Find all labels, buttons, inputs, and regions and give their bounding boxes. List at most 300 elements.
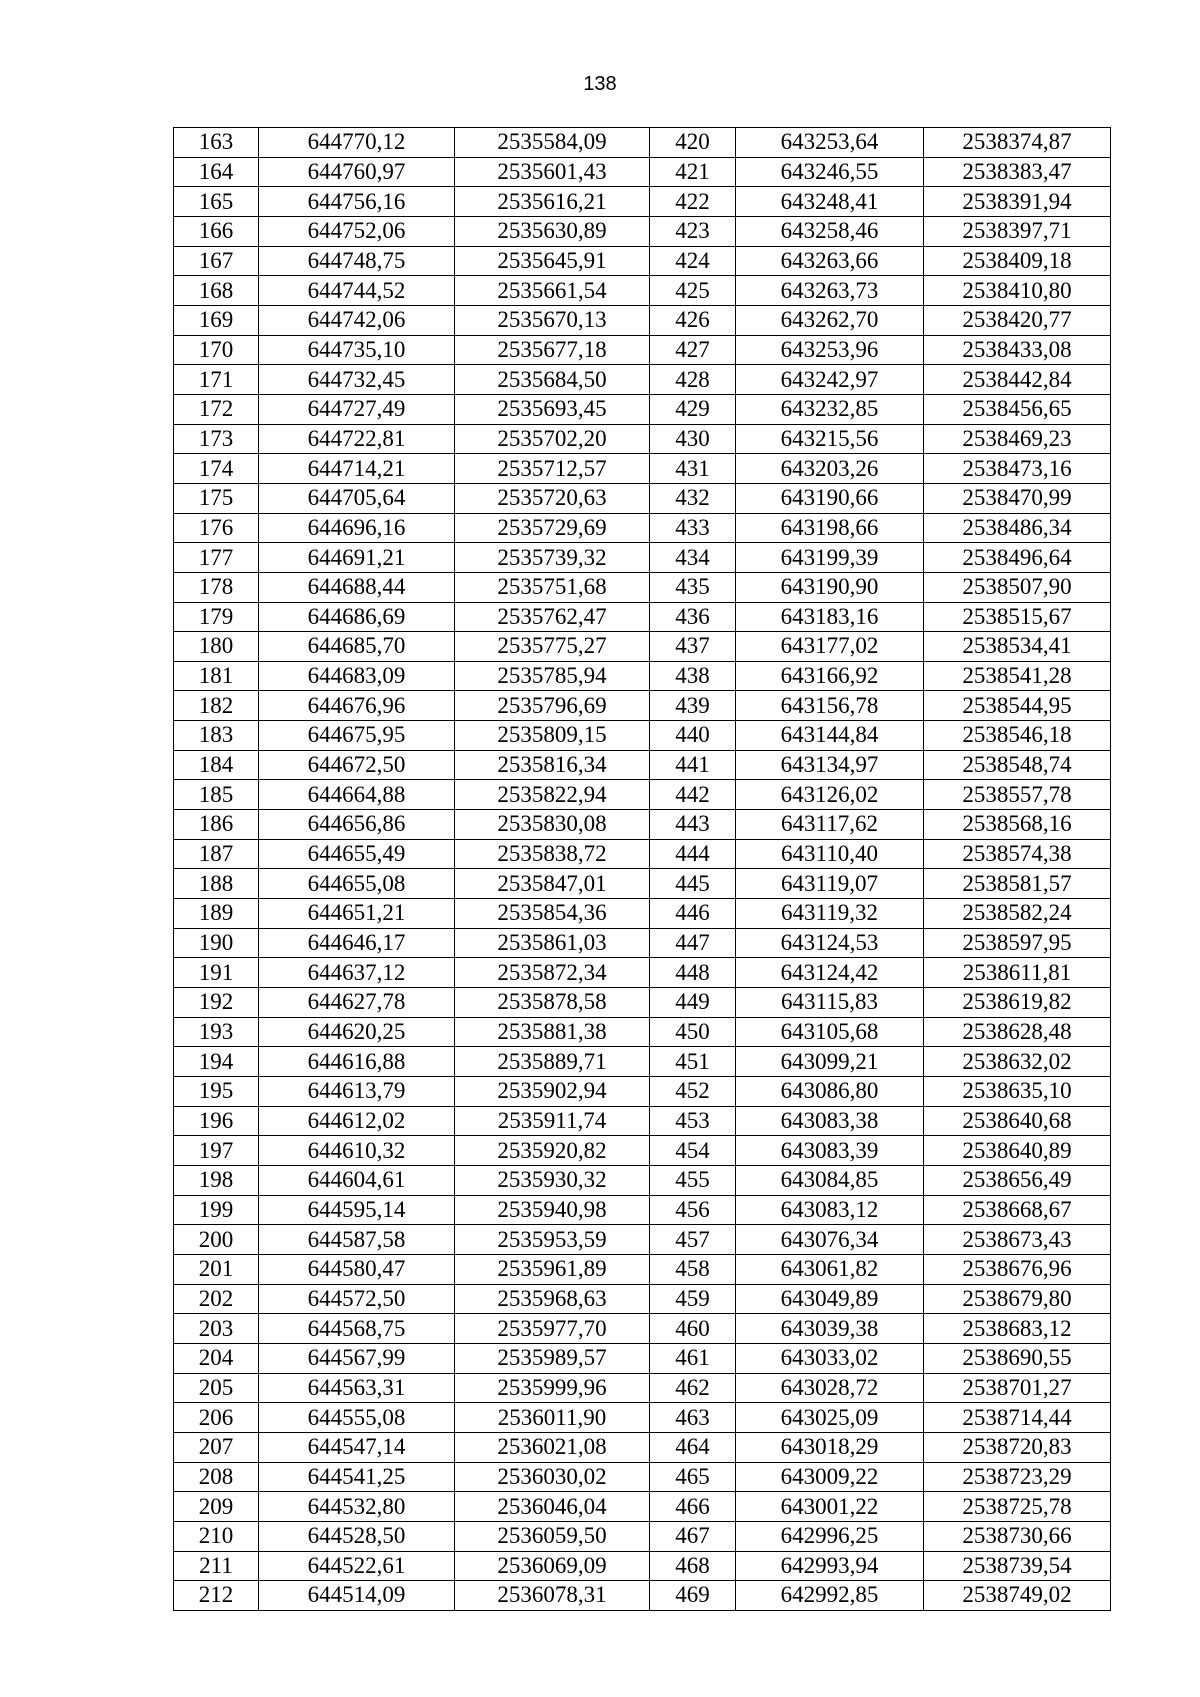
- y-coordinate-cell: 2535930,32: [455, 1165, 650, 1195]
- y-coordinate-cell: 2538410,80: [924, 276, 1111, 306]
- y-coordinate-cell: 2536011,90: [455, 1403, 650, 1433]
- table-row: [174, 750, 1111, 780]
- x-coordinate-cell: 644688,44: [259, 572, 455, 602]
- x-coordinate-cell: 643166,92: [736, 661, 924, 691]
- table-row: [174, 602, 1111, 632]
- x-coordinate-cell: 643263,73: [736, 276, 924, 306]
- y-coordinate-cell: 2538611,81: [924, 958, 1111, 988]
- x-coordinate-cell: 643001,22: [736, 1492, 924, 1522]
- table-row: [174, 721, 1111, 751]
- point-number-cell: 459: [650, 1284, 736, 1314]
- point-number-cell: 194: [174, 1047, 259, 1077]
- point-number-cell: 448: [650, 958, 736, 988]
- point-number-cell: 180: [174, 632, 259, 662]
- point-number-cell: 185: [174, 780, 259, 810]
- point-number-cell: 427: [650, 335, 736, 365]
- point-number-cell: 433: [650, 513, 736, 543]
- point-number-cell: 173: [174, 424, 259, 454]
- y-coordinate-cell: 2538557,78: [924, 780, 1111, 810]
- y-coordinate-cell: 2538541,28: [924, 661, 1111, 691]
- x-coordinate-cell: 643183,16: [736, 602, 924, 632]
- x-coordinate-cell: 644580,47: [259, 1254, 455, 1284]
- y-coordinate-cell: 2535601,43: [455, 157, 650, 187]
- y-coordinate-cell: 2538628,48: [924, 1017, 1111, 1047]
- y-coordinate-cell: 2538730,66: [924, 1521, 1111, 1551]
- x-coordinate-cell: 644563,31: [259, 1373, 455, 1403]
- point-number-cell: 466: [650, 1492, 736, 1522]
- point-number-cell: 200: [174, 1225, 259, 1255]
- y-coordinate-cell: 2538469,23: [924, 424, 1111, 454]
- x-coordinate-cell: 642996,25: [736, 1521, 924, 1551]
- table-row: [174, 928, 1111, 958]
- y-coordinate-cell: 2535872,34: [455, 958, 650, 988]
- point-number-cell: 207: [174, 1432, 259, 1462]
- point-number-cell: 204: [174, 1343, 259, 1373]
- x-coordinate-cell: 644742,06: [259, 305, 455, 335]
- y-coordinate-cell: 2538420,77: [924, 305, 1111, 335]
- table-row: [174, 1521, 1111, 1551]
- table-row: [174, 780, 1111, 810]
- x-coordinate-cell: 643119,07: [736, 869, 924, 899]
- point-number-cell: 428: [650, 365, 736, 395]
- x-coordinate-cell: 644752,06: [259, 216, 455, 246]
- table-row: [174, 1047, 1111, 1077]
- y-coordinate-cell: 2535712,57: [455, 454, 650, 484]
- x-coordinate-cell: 643253,64: [736, 128, 924, 158]
- y-coordinate-cell: 2535940,98: [455, 1195, 650, 1225]
- x-coordinate-cell: 643124,53: [736, 928, 924, 958]
- x-coordinate-cell: 644672,50: [259, 750, 455, 780]
- x-coordinate-cell: 644696,16: [259, 513, 455, 543]
- x-coordinate-cell: 643262,70: [736, 305, 924, 335]
- table-row: [174, 157, 1111, 187]
- y-coordinate-cell: 2538515,67: [924, 602, 1111, 632]
- point-number-cell: 436: [650, 602, 736, 632]
- y-coordinate-cell: 2538739,54: [924, 1551, 1111, 1581]
- x-coordinate-cell: 644610,32: [259, 1136, 455, 1166]
- point-number-cell: 170: [174, 335, 259, 365]
- y-coordinate-cell: 2535796,69: [455, 691, 650, 721]
- x-coordinate-cell: 643049,89: [736, 1284, 924, 1314]
- y-coordinate-cell: 2535953,59: [455, 1225, 650, 1255]
- x-coordinate-cell: 643242,97: [736, 365, 924, 395]
- table-row: [174, 632, 1111, 662]
- y-coordinate-cell: 2535961,89: [455, 1254, 650, 1284]
- y-coordinate-cell: 2538582,24: [924, 899, 1111, 929]
- x-coordinate-cell: 644748,75: [259, 246, 455, 276]
- y-coordinate-cell: 2538632,02: [924, 1047, 1111, 1077]
- point-number-cell: 191: [174, 958, 259, 988]
- point-number-cell: 437: [650, 632, 736, 662]
- table-row: [174, 839, 1111, 869]
- point-number-cell: 193: [174, 1017, 259, 1047]
- y-coordinate-cell: 2535751,68: [455, 572, 650, 602]
- x-coordinate-cell: 644722,81: [259, 424, 455, 454]
- y-coordinate-cell: 2538683,12: [924, 1314, 1111, 1344]
- x-coordinate-cell: 643117,62: [736, 810, 924, 840]
- x-coordinate-cell: 644646,17: [259, 928, 455, 958]
- y-coordinate-cell: 2535878,58: [455, 988, 650, 1018]
- table-row: [174, 988, 1111, 1018]
- x-coordinate-cell: 643215,56: [736, 424, 924, 454]
- x-coordinate-cell: 644683,09: [259, 661, 455, 691]
- y-coordinate-cell: 2535968,63: [455, 1284, 650, 1314]
- y-coordinate-cell: 2538720,83: [924, 1432, 1111, 1462]
- x-coordinate-cell: 643033,02: [736, 1343, 924, 1373]
- x-coordinate-cell: 643248,41: [736, 187, 924, 217]
- point-number-cell: 430: [650, 424, 736, 454]
- point-number-cell: 458: [650, 1254, 736, 1284]
- point-number-cell: 165: [174, 187, 259, 217]
- x-coordinate-cell: 644732,45: [259, 365, 455, 395]
- y-coordinate-cell: 2538635,10: [924, 1077, 1111, 1107]
- point-number-cell: 435: [650, 572, 736, 602]
- point-number-cell: 453: [650, 1106, 736, 1136]
- point-number-cell: 456: [650, 1195, 736, 1225]
- point-number-cell: 441: [650, 750, 736, 780]
- y-coordinate-cell: 2538676,96: [924, 1254, 1111, 1284]
- x-coordinate-cell: 644547,14: [259, 1432, 455, 1462]
- table-row: [174, 216, 1111, 246]
- y-coordinate-cell: 2535977,70: [455, 1314, 650, 1344]
- y-coordinate-cell: 2538546,18: [924, 721, 1111, 751]
- point-number-cell: 447: [650, 928, 736, 958]
- x-coordinate-cell: 643119,32: [736, 899, 924, 929]
- table-row: [174, 869, 1111, 899]
- point-number-cell: 432: [650, 483, 736, 513]
- point-number-cell: 457: [650, 1225, 736, 1255]
- y-coordinate-cell: 2538690,55: [924, 1343, 1111, 1373]
- x-coordinate-cell: 644555,08: [259, 1403, 455, 1433]
- point-number-cell: 175: [174, 483, 259, 513]
- x-coordinate-cell: 644514,09: [259, 1581, 455, 1611]
- x-coordinate-cell: 644664,88: [259, 780, 455, 810]
- y-coordinate-cell: 2535684,50: [455, 365, 650, 395]
- table-row: [174, 335, 1111, 365]
- x-coordinate-cell: 644656,86: [259, 810, 455, 840]
- y-coordinate-cell: 2536046,04: [455, 1492, 650, 1522]
- x-coordinate-cell: 643083,12: [736, 1195, 924, 1225]
- table-row: [174, 1432, 1111, 1462]
- point-number-cell: 197: [174, 1136, 259, 1166]
- x-coordinate-cell: 643203,26: [736, 454, 924, 484]
- y-coordinate-cell: 2535830,08: [455, 810, 650, 840]
- x-coordinate-cell: 644770,12: [259, 128, 455, 158]
- y-coordinate-cell: 2538574,38: [924, 839, 1111, 869]
- table-row: [174, 276, 1111, 306]
- x-coordinate-cell: 643258,46: [736, 216, 924, 246]
- table-row: [174, 1165, 1111, 1195]
- point-number-cell: 461: [650, 1343, 736, 1373]
- y-coordinate-cell: 2535739,32: [455, 543, 650, 573]
- point-number-cell: 452: [650, 1077, 736, 1107]
- point-number-cell: 208: [174, 1462, 259, 1492]
- table-row: [174, 1284, 1111, 1314]
- y-coordinate-cell: 2538619,82: [924, 988, 1111, 1018]
- y-coordinate-cell: 2535816,34: [455, 750, 650, 780]
- point-number-cell: 421: [650, 157, 736, 187]
- y-coordinate-cell: 2538391,94: [924, 187, 1111, 217]
- point-number-cell: 212: [174, 1581, 259, 1611]
- x-coordinate-cell: 643076,34: [736, 1225, 924, 1255]
- table-row: [174, 1581, 1111, 1611]
- point-number-cell: 420: [650, 128, 736, 158]
- y-coordinate-cell: 2538470,99: [924, 483, 1111, 513]
- point-number-cell: 450: [650, 1017, 736, 1047]
- x-coordinate-cell: 643099,21: [736, 1047, 924, 1077]
- x-coordinate-cell: 644612,02: [259, 1106, 455, 1136]
- y-coordinate-cell: 2538442,84: [924, 365, 1111, 395]
- coordinates-table-body: [174, 128, 1111, 1611]
- y-coordinate-cell: 2535645,91: [455, 246, 650, 276]
- y-coordinate-cell: 2538581,57: [924, 869, 1111, 899]
- point-number-cell: 176: [174, 513, 259, 543]
- point-number-cell: 443: [650, 810, 736, 840]
- x-coordinate-cell: 644604,61: [259, 1165, 455, 1195]
- x-coordinate-cell: 643086,80: [736, 1077, 924, 1107]
- table-row: [174, 1195, 1111, 1225]
- x-coordinate-cell: 644727,49: [259, 394, 455, 424]
- table-row: [174, 1136, 1111, 1166]
- point-number-cell: 192: [174, 988, 259, 1018]
- x-coordinate-cell: 644655,49: [259, 839, 455, 869]
- y-coordinate-cell: 2535616,21: [455, 187, 650, 217]
- x-coordinate-cell: 644714,21: [259, 454, 455, 484]
- point-number-cell: 177: [174, 543, 259, 573]
- point-number-cell: 429: [650, 394, 736, 424]
- y-coordinate-cell: 2538701,27: [924, 1373, 1111, 1403]
- y-coordinate-cell: 2535670,13: [455, 305, 650, 335]
- x-coordinate-cell: 643009,22: [736, 1462, 924, 1492]
- point-number-cell: 201: [174, 1254, 259, 1284]
- y-coordinate-cell: 2538456,65: [924, 394, 1111, 424]
- y-coordinate-cell: 2535720,63: [455, 483, 650, 513]
- x-coordinate-cell: 643144,84: [736, 721, 924, 751]
- x-coordinate-cell: 644651,21: [259, 899, 455, 929]
- y-coordinate-cell: 2535911,74: [455, 1106, 650, 1136]
- table-row: [174, 1462, 1111, 1492]
- x-coordinate-cell: 643199,39: [736, 543, 924, 573]
- y-coordinate-cell: 2538544,95: [924, 691, 1111, 721]
- x-coordinate-cell: 644744,52: [259, 276, 455, 306]
- point-number-cell: 179: [174, 602, 259, 632]
- table-row: [174, 365, 1111, 395]
- x-coordinate-cell: 644686,69: [259, 602, 455, 632]
- table-row: [174, 899, 1111, 929]
- coordinates-table: [173, 127, 1111, 1611]
- point-number-cell: 422: [650, 187, 736, 217]
- point-number-cell: 181: [174, 661, 259, 691]
- y-coordinate-cell: 2538548,74: [924, 750, 1111, 780]
- x-coordinate-cell: 644595,14: [259, 1195, 455, 1225]
- y-coordinate-cell: 2538640,89: [924, 1136, 1111, 1166]
- point-number-cell: 196: [174, 1106, 259, 1136]
- x-coordinate-cell: 644568,75: [259, 1314, 455, 1344]
- point-number-cell: 187: [174, 839, 259, 869]
- point-number-cell: 188: [174, 869, 259, 899]
- point-number-cell: 174: [174, 454, 259, 484]
- point-number-cell: 183: [174, 721, 259, 751]
- point-number-cell: 190: [174, 928, 259, 958]
- y-coordinate-cell: 2535902,94: [455, 1077, 650, 1107]
- table-row: [174, 1343, 1111, 1373]
- y-coordinate-cell: 2535630,89: [455, 216, 650, 246]
- x-coordinate-cell: 644613,79: [259, 1077, 455, 1107]
- table-row: [174, 305, 1111, 335]
- point-number-cell: 434: [650, 543, 736, 573]
- page-number: 138: [583, 73, 617, 95]
- y-coordinate-cell: 2538486,34: [924, 513, 1111, 543]
- x-coordinate-cell: 644567,99: [259, 1343, 455, 1373]
- y-coordinate-cell: 2535920,82: [455, 1136, 650, 1166]
- x-coordinate-cell: 643039,38: [736, 1314, 924, 1344]
- point-number-cell: 210: [174, 1521, 259, 1551]
- point-number-cell: 442: [650, 780, 736, 810]
- x-coordinate-cell: 644691,21: [259, 543, 455, 573]
- x-coordinate-cell: 643232,85: [736, 394, 924, 424]
- table-row: [174, 246, 1111, 276]
- x-coordinate-cell: 643124,42: [736, 958, 924, 988]
- point-number-cell: 184: [174, 750, 259, 780]
- x-coordinate-cell: 644616,88: [259, 1047, 455, 1077]
- x-coordinate-cell: 643083,39: [736, 1136, 924, 1166]
- table-row: [174, 1225, 1111, 1255]
- point-number-cell: 202: [174, 1284, 259, 1314]
- y-coordinate-cell: 2538656,49: [924, 1165, 1111, 1195]
- y-coordinate-cell: 2535989,57: [455, 1343, 650, 1373]
- point-number-cell: 209: [174, 1492, 259, 1522]
- point-number-cell: 164: [174, 157, 259, 187]
- point-number-cell: 169: [174, 305, 259, 335]
- table-row: [174, 572, 1111, 602]
- x-coordinate-cell: 643177,02: [736, 632, 924, 662]
- table-row: [174, 1254, 1111, 1284]
- point-number-cell: 445: [650, 869, 736, 899]
- x-coordinate-cell: 644620,25: [259, 1017, 455, 1047]
- table-row: [174, 1403, 1111, 1433]
- point-number-cell: 467: [650, 1521, 736, 1551]
- x-coordinate-cell: 644627,78: [259, 988, 455, 1018]
- y-coordinate-cell: 2535838,72: [455, 839, 650, 869]
- y-coordinate-cell: 2535775,27: [455, 632, 650, 662]
- x-coordinate-cell: 643134,97: [736, 750, 924, 780]
- x-coordinate-cell: 643198,66: [736, 513, 924, 543]
- x-coordinate-cell: 643253,96: [736, 335, 924, 365]
- point-number-cell: 205: [174, 1373, 259, 1403]
- table-row: [174, 958, 1111, 988]
- x-coordinate-cell: 644685,70: [259, 632, 455, 662]
- point-number-cell: 460: [650, 1314, 736, 1344]
- y-coordinate-cell: 2535809,15: [455, 721, 650, 751]
- point-number-cell: 465: [650, 1462, 736, 1492]
- table-row: [174, 1077, 1111, 1107]
- y-coordinate-cell: 2535677,18: [455, 335, 650, 365]
- table-row: [174, 691, 1111, 721]
- x-coordinate-cell: 644541,25: [259, 1462, 455, 1492]
- x-coordinate-cell: 644532,80: [259, 1492, 455, 1522]
- y-coordinate-cell: 2535854,36: [455, 899, 650, 929]
- point-number-cell: 446: [650, 899, 736, 929]
- y-coordinate-cell: 2535762,47: [455, 602, 650, 632]
- table-row: [174, 1106, 1111, 1136]
- x-coordinate-cell: 644522,61: [259, 1551, 455, 1581]
- point-number-cell: 463: [650, 1403, 736, 1433]
- y-coordinate-cell: 2535889,71: [455, 1047, 650, 1077]
- point-number-cell: 168: [174, 276, 259, 306]
- table-row: [174, 128, 1111, 158]
- y-coordinate-cell: 2538749,02: [924, 1581, 1111, 1611]
- y-coordinate-cell: 2538597,95: [924, 928, 1111, 958]
- point-number-cell: 451: [650, 1047, 736, 1077]
- point-number-cell: 163: [174, 128, 259, 158]
- y-coordinate-cell: 2538383,47: [924, 157, 1111, 187]
- point-number-cell: 444: [650, 839, 736, 869]
- y-coordinate-cell: 2536030,02: [455, 1462, 650, 1492]
- y-coordinate-cell: 2535785,94: [455, 661, 650, 691]
- point-number-cell: 171: [174, 365, 259, 395]
- y-coordinate-cell: 2536021,08: [455, 1432, 650, 1462]
- y-coordinate-cell: 2538679,80: [924, 1284, 1111, 1314]
- table-row: [174, 424, 1111, 454]
- table-row: [174, 543, 1111, 573]
- point-number-cell: 438: [650, 661, 736, 691]
- x-coordinate-cell: 644528,50: [259, 1521, 455, 1551]
- point-number-cell: 425: [650, 276, 736, 306]
- y-coordinate-cell: 2535999,96: [455, 1373, 650, 1403]
- table-row: [174, 1017, 1111, 1047]
- point-number-cell: 199: [174, 1195, 259, 1225]
- y-coordinate-cell: 2538397,71: [924, 216, 1111, 246]
- y-coordinate-cell: 2538714,44: [924, 1403, 1111, 1433]
- table-row: [174, 513, 1111, 543]
- point-number-cell: 426: [650, 305, 736, 335]
- x-coordinate-cell: 643156,78: [736, 691, 924, 721]
- y-coordinate-cell: 2535661,54: [455, 276, 650, 306]
- x-coordinate-cell: 643190,90: [736, 572, 924, 602]
- table-row: [174, 810, 1111, 840]
- point-number-cell: 462: [650, 1373, 736, 1403]
- table-row: [174, 1492, 1111, 1522]
- point-number-cell: 423: [650, 216, 736, 246]
- x-coordinate-cell: 644572,50: [259, 1284, 455, 1314]
- y-coordinate-cell: 2538507,90: [924, 572, 1111, 602]
- point-number-cell: 449: [650, 988, 736, 1018]
- point-number-cell: 186: [174, 810, 259, 840]
- point-number-cell: 439: [650, 691, 736, 721]
- y-coordinate-cell: 2538640,68: [924, 1106, 1111, 1136]
- x-coordinate-cell: 643061,82: [736, 1254, 924, 1284]
- y-coordinate-cell: 2538568,16: [924, 810, 1111, 840]
- table-row: [174, 1373, 1111, 1403]
- x-coordinate-cell: 643028,72: [736, 1373, 924, 1403]
- y-coordinate-cell: 2536069,09: [455, 1551, 650, 1581]
- table-row: [174, 661, 1111, 691]
- point-number-cell: 455: [650, 1165, 736, 1195]
- x-coordinate-cell: 643105,68: [736, 1017, 924, 1047]
- x-coordinate-cell: 643263,66: [736, 246, 924, 276]
- x-coordinate-cell: 644705,64: [259, 483, 455, 513]
- x-coordinate-cell: 643246,55: [736, 157, 924, 187]
- y-coordinate-cell: 2535861,03: [455, 928, 650, 958]
- y-coordinate-cell: 2535822,94: [455, 780, 650, 810]
- y-coordinate-cell: 2538409,18: [924, 246, 1111, 276]
- table-row: [174, 1551, 1111, 1581]
- x-coordinate-cell: 643126,02: [736, 780, 924, 810]
- y-coordinate-cell: 2535847,01: [455, 869, 650, 899]
- point-number-cell: 203: [174, 1314, 259, 1344]
- point-number-cell: 468: [650, 1551, 736, 1581]
- x-coordinate-cell: 644756,16: [259, 187, 455, 217]
